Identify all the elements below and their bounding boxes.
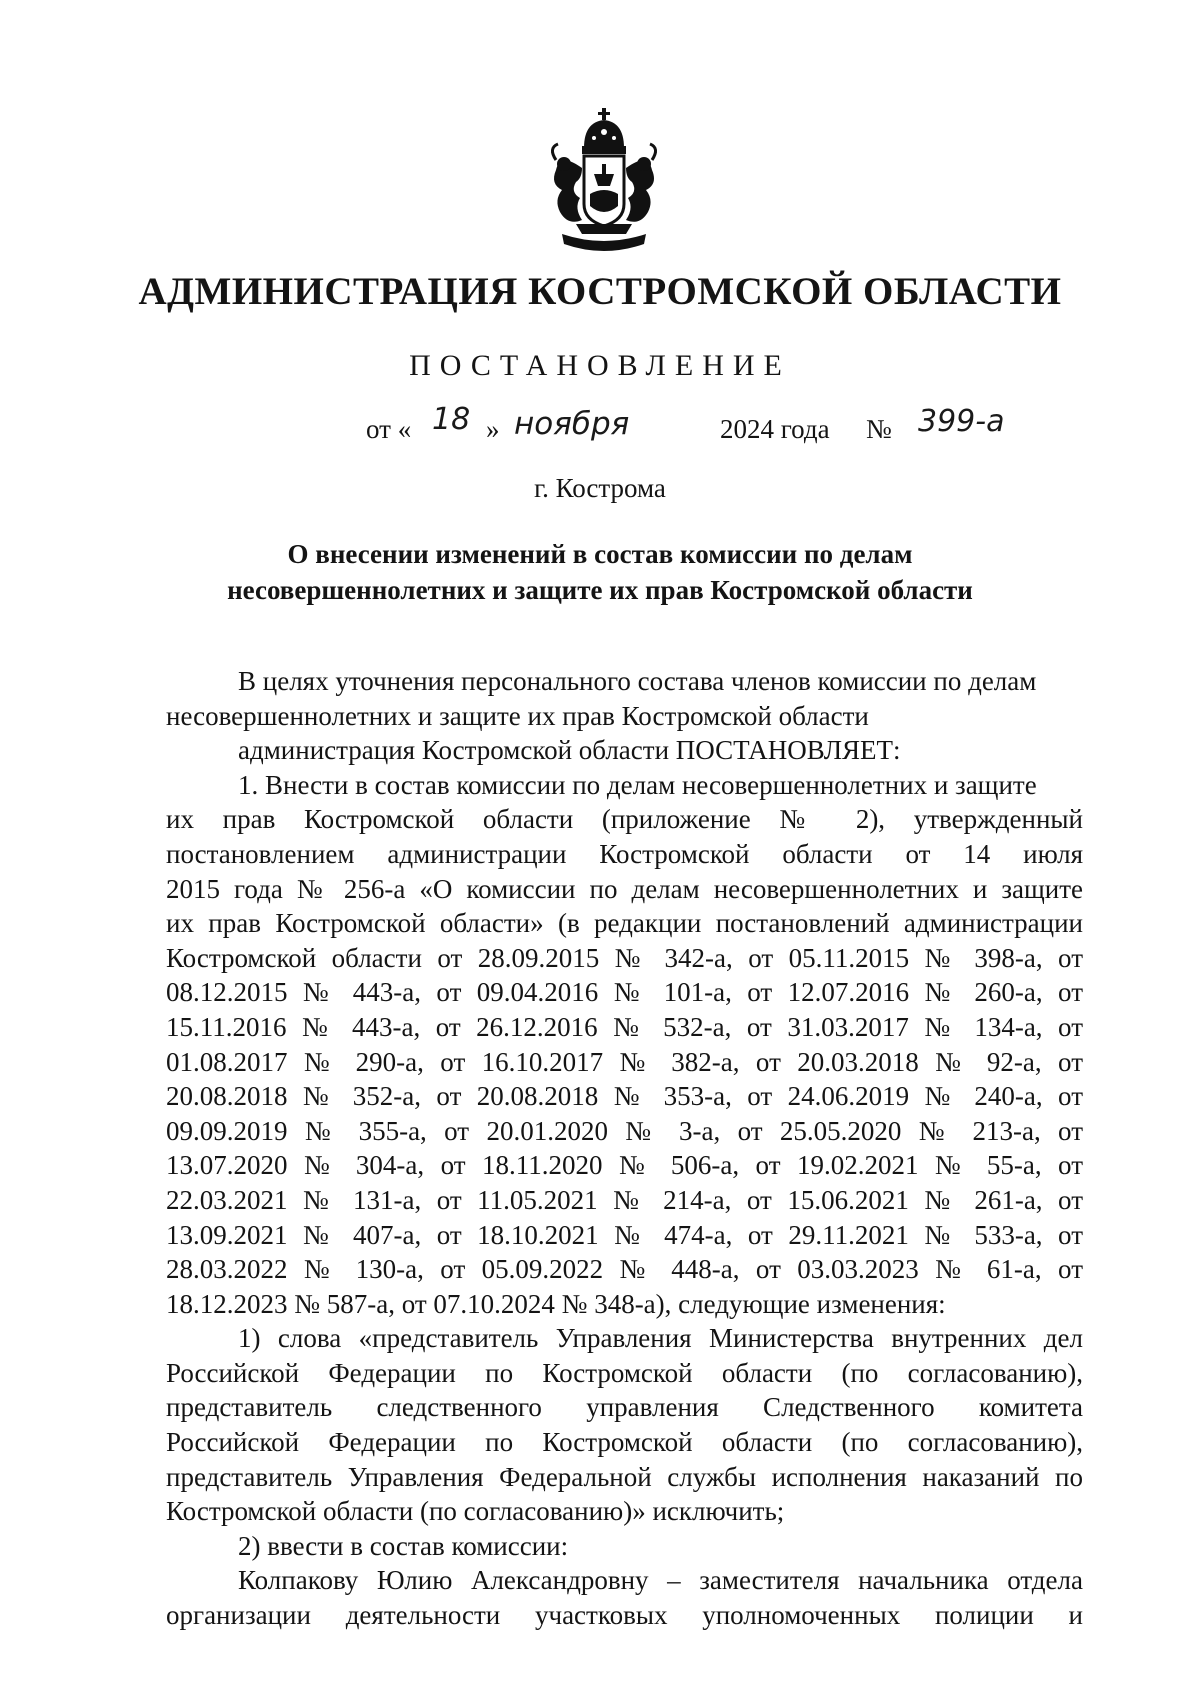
date-prefix: от « <box>366 414 412 444</box>
kostroma-region-coat-of-arms-icon <box>546 108 662 258</box>
body-line: 18.12.2023 № 587-а, от 07.10.2024 № 348-а), следующие изменения: <box>166 1288 946 1319</box>
document-body <box>166 664 1083 1633</box>
body-line: их прав Костромской области (приложение № 2), утвержденный <box>166 804 1083 835</box>
body-line: 20.08.2018 № 352-а, от 20.08.2018 № 353-а, от 24.06.2019 № 240-а, от <box>166 1081 1083 1112</box>
body-line: 28.03.2022 № 130-а, от 05.09.2022 № 448-а, от 03.03.2023 № 61-а, от <box>166 1254 1083 1285</box>
organization-title: АДМИНИСТРАЦИЯ КОСТРОМСКОЙ ОБЛАСТИ <box>138 270 1062 313</box>
date-year: 2024 года <box>720 414 830 444</box>
body-line: Российской Федерации по Костромской области (по согласованию), <box>166 1427 1083 1458</box>
body-line: 09.09.2019 № 355-а, от 20.01.2020 № 3-а, от 25.05.2020 № 213-а, от <box>166 1115 1083 1146</box>
body-line: представитель следственного управления Следственного комитета <box>166 1392 1083 1423</box>
body-line: организации деятельности участковых уполномоченных полиции и <box>166 1600 1083 1631</box>
body-line: 2015 года № 256-а «О комиссии по делам несовершеннолетних и защите <box>166 873 1083 904</box>
body-line: 01.08.2017 № 290-а, от 16.10.2017 № 382-а, от 20.03.2018 № 92-а, от <box>166 1046 1083 1077</box>
body-line: 08.12.2015 № 443-а, от 09.04.2016 № 101-а, от 12.07.2016 № 260-а, от <box>166 977 1083 1008</box>
body-line: представитель Управления Федеральной службы исполнения наказаний по <box>166 1461 1083 1492</box>
body-line: администрация Костромской области ПОСТАНОВЛЯЕТ: <box>238 735 901 766</box>
body-line: 2) ввести в состав комиссии: <box>238 1530 569 1561</box>
document-type: ПОСТАНОВЛЕНИЕ <box>409 349 791 382</box>
handwritten-month: ноября <box>514 406 630 442</box>
body-line: несовершеннолетних и защите их прав Костромской области <box>166 700 869 731</box>
number-sign: № <box>866 414 892 444</box>
city: г. Кострома <box>534 473 666 503</box>
body-line: В целях уточнения персонального состава членов комиссии по делам <box>238 666 1037 696</box>
body-line: их прав Костромской области» (в редакции постановлений администрации <box>166 908 1083 939</box>
body-line: 15.11.2016 № 443-а, от 26.12.2016 № 532-а, от 31.03.2017 № 134-а, от <box>166 1011 1083 1042</box>
body-line: постановлением администрации Костромской области от 14 июля <box>166 838 1083 869</box>
handwritten-day: 18 <box>432 402 471 437</box>
date-day-close: » <box>486 414 500 444</box>
body-line: Российской Федерации по Костромской области (по согласованию), <box>166 1357 1083 1388</box>
document-subject <box>0 536 1200 608</box>
body-line: 1. Внести в состав комиссии по делам несовершеннолетних и защите <box>238 769 1037 800</box>
subject-line: О внесении изменений в состав комиссии по делам <box>287 539 913 569</box>
body-line: 13.07.2020 № 304-а, от 18.11.2020 № 506-а, от 19.02.2021 № 55-а, от <box>166 1150 1083 1181</box>
body-line: Костромской области (по согласованию)» исключить; <box>166 1496 785 1527</box>
body-line: 22.03.2021 № 131-а, от 11.05.2021 № 214-а, от 15.06.2021 № 261-а, от <box>166 1184 1083 1215</box>
body-line: Колпакову Юлию Александровну – заместителя начальника отдела <box>238 1565 1083 1596</box>
body-line: 13.09.2021 № 407-а, от 18.10.2021 № 474-а, от 29.11.2021 № 533-а, от <box>166 1219 1083 1250</box>
body-line: 1) слова «представитель Управления Министерства внутренних дел <box>238 1323 1083 1354</box>
subject-line: несовершеннолетних и защите их прав Костромской области <box>227 575 973 605</box>
body-line: Костромской области от 28.09.2015 № 342-а, от 05.11.2015 № 398-а, от <box>166 942 1083 973</box>
handwritten-number: 399-а <box>918 404 1005 439</box>
